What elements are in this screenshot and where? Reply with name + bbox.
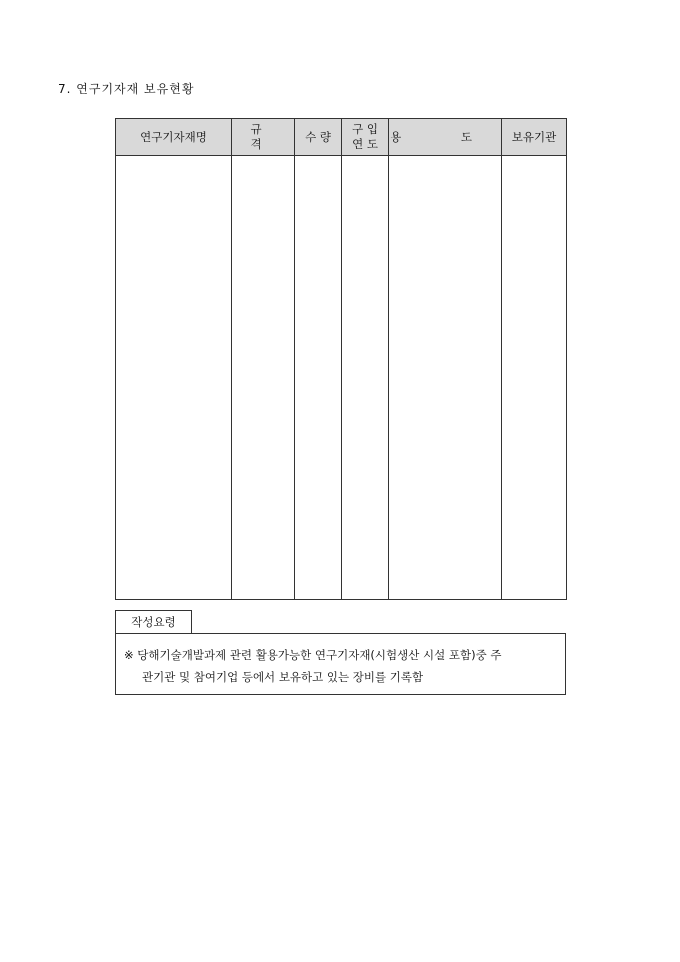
guide-label: 작성요령	[115, 610, 192, 633]
table-header-row	[116, 119, 567, 156]
cell-equipment-name[interactable]	[116, 156, 232, 600]
header-equipment-name: 연구기자재명	[116, 119, 232, 156]
section-title: 7. 연구기자재 보유현황	[58, 82, 195, 96]
table-row	[116, 156, 567, 600]
guide-line-1: ※ 당해기술개발과제 관련 활용가능한 연구기자재(시험생산 시설 포함)중 주	[124, 648, 502, 662]
guide-box	[115, 633, 566, 695]
header-usage: 용 도	[389, 119, 502, 156]
cell-quantity[interactable]	[295, 156, 342, 600]
header-owner-institution: 보유기관	[502, 119, 567, 156]
cell-purchase-year[interactable]	[342, 156, 389, 600]
header-quantity: 수 량	[295, 119, 342, 156]
header-purchase-year-bottom: 연 도	[352, 137, 378, 151]
guide-line-2: 관기관 및 참여기업 등에서 보유하고 있는 장비를 기록함	[142, 670, 424, 684]
cell-spec[interactable]	[232, 156, 295, 600]
header-purchase-year-top: 구 입	[352, 122, 378, 136]
cell-owner-institution[interactable]	[502, 156, 567, 600]
equipment-table	[115, 118, 567, 600]
cell-usage[interactable]	[389, 156, 502, 600]
header-purchase-year	[342, 119, 389, 156]
header-spec: 규 격	[232, 119, 295, 156]
